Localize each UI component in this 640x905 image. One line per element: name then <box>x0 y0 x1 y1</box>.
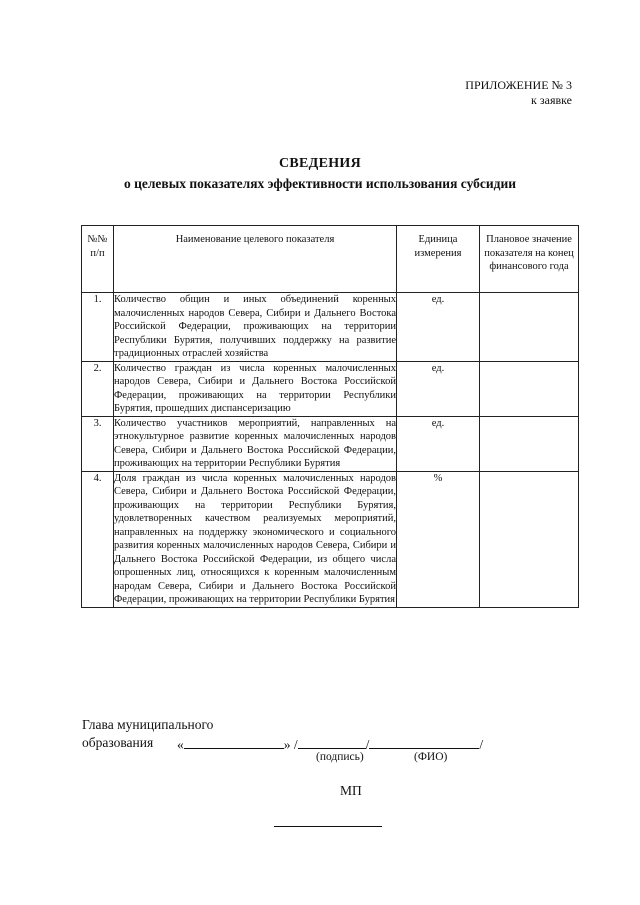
row-plan-value[interactable] <box>480 293 579 362</box>
header-num: №№ п/п <box>82 226 114 293</box>
slash-2: / <box>365 737 370 752</box>
row-unit: ед. <box>397 416 480 471</box>
quote-open: « <box>177 737 184 752</box>
table-row <box>82 293 579 362</box>
row-num: 1. <box>82 293 114 362</box>
table-row <box>82 416 579 471</box>
appendix-number: ПРИЛОЖЕНИЕ № 3 <box>465 78 572 92</box>
appendix-reference: к заявке <box>531 93 572 107</box>
name-blank[interactable] <box>369 734 479 749</box>
row-plan-value[interactable] <box>480 471 579 607</box>
document-subtitle: о целевых показателях эффективности использования субсидии <box>123 176 517 191</box>
indicators-table <box>81 225 579 608</box>
caption-signature: (подпись) <box>316 751 364 763</box>
table-row <box>82 471 579 607</box>
slash-3: / <box>479 737 484 752</box>
table-header-row <box>82 226 579 293</box>
header-name: Наименование целевого показателя <box>114 226 397 293</box>
header-plan: Плановое значение показателя на конец финансового года <box>480 226 579 293</box>
document-title: СВЕДЕНИЯ <box>278 156 362 171</box>
caption-fullname: (ФИО) <box>414 751 448 763</box>
signature-title-line2: образования <box>82 735 154 750</box>
row-indicator-name: Доля граждан из числа коренных малочисленных народов Севера, Сибири и Дальнего Востока Российской Федерации, проживающих на территории Республики Бурятия, удовлетворенных качеством реализуемых мероприятий, направленных на поддержку экономического и социального развития коренных малочисленных народов Севера, Сибири и Дальнего Востока Российской Федерации, из общего числа опрошенных лиц, относящихся к коренным малочисленным народам Севера, Сибири и Дальнего Востока Российской Федерации, проживающих на территории Республики Бурятия <box>114 472 396 605</box>
row-unit: ед. <box>397 361 480 416</box>
quote-close: » <box>283 737 291 752</box>
stamp-label: МП <box>340 783 362 798</box>
row-indicator-name: Количество участников мероприятий, направленных на этнокультурное развитие коренных малочисленных народов Севера, Сибири и Дальнего Востока Российской Федерации, проживающих на территории Республики Бурятия <box>114 417 396 469</box>
row-plan-value[interactable] <box>480 416 579 471</box>
signature-title-line1: Глава муниципального <box>82 717 214 732</box>
row-num: 2. <box>82 361 114 416</box>
header-unit: Единица измерения <box>397 226 480 293</box>
signature-blank[interactable] <box>298 734 366 749</box>
row-num: 4. <box>82 471 114 607</box>
slash-1: / <box>293 737 298 752</box>
row-indicator-name: Количество граждан из числа коренных малочисленных народов Севера, Сибири и Дальнего Востока Российской Федерации, проживающих на территории Республики Бурятия, прошедших диспансеризацию <box>114 362 396 414</box>
row-num: 3. <box>82 416 114 471</box>
date-blank[interactable] <box>184 734 284 749</box>
table-row <box>82 361 579 416</box>
row-plan-value[interactable] <box>480 361 579 416</box>
row-unit: ед. <box>397 293 480 362</box>
row-unit: % <box>397 471 480 607</box>
row-indicator-name: Количество общин и иных объединений коренных малочисленных народов Севера, Сибири и Дальнего Востока Российской Федерации, проживающих на территории Республики Бурятия, получивших поддержку на развитие традиционных отраслей хозяйства <box>114 294 396 359</box>
appendix-header <box>465 78 572 108</box>
stamp-line[interactable] <box>274 826 382 827</box>
